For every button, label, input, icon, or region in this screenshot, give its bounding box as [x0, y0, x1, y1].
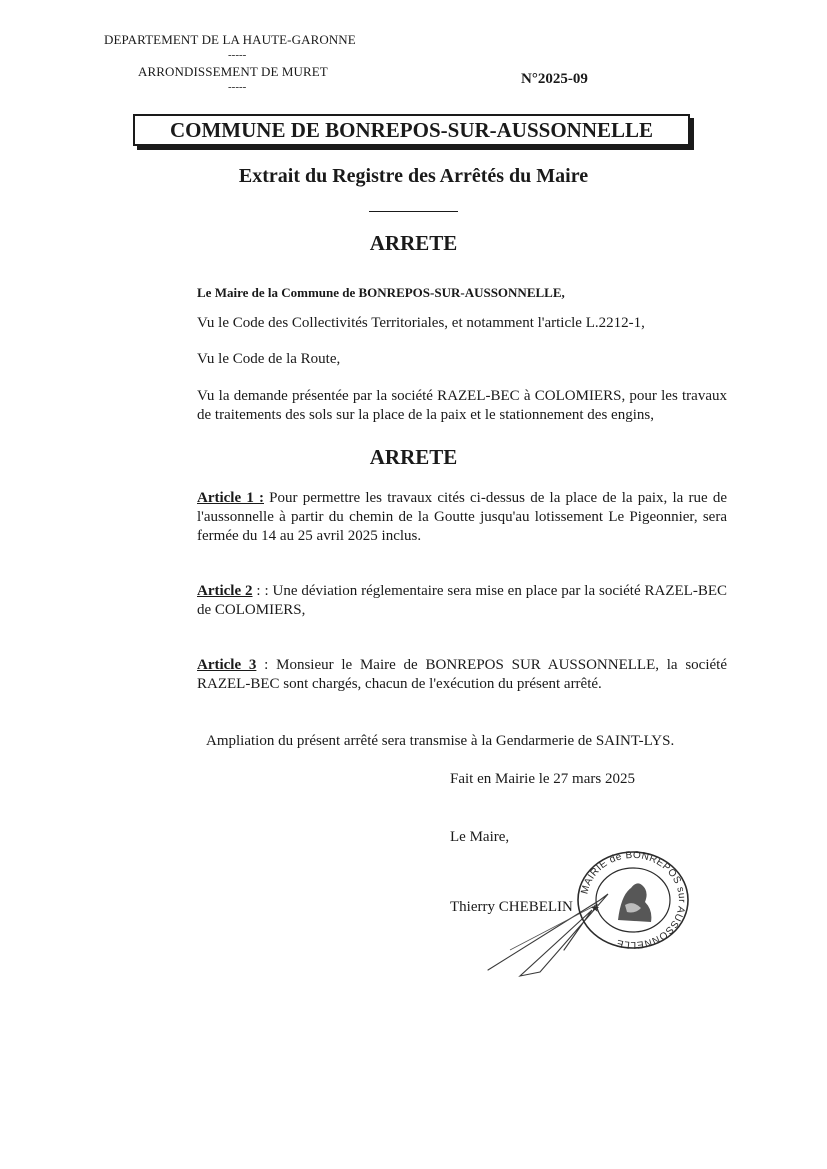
decree-number: N°2025-09	[521, 71, 588, 87]
article-1	[197, 489, 727, 546]
decree-heading: ARRETE	[369, 231, 458, 255]
divider	[369, 211, 458, 212]
article-2-text: : : Une déviation réglementaire sera mise en place par la société RAZEL-BEC de COLOMIERS,	[197, 583, 728, 618]
article-3-text: : Monsieur le Maire de BONREPOS SUR AUSSONNELLE, la société RAZEL-BEC sont chargés, chacun de l'exécution du présent arrêté.	[197, 657, 727, 692]
article-2-label: Article 2	[197, 583, 253, 599]
vu-code-route: Vu le Code de la Route,	[197, 351, 341, 367]
signatory-role: Le Maire,	[450, 829, 510, 845]
decree-heading-2: ARRETE	[369, 445, 458, 469]
ampliation-line: Ampliation du présent arrêté sera transmise à la Gendarmerie de SAINT-LYS.	[206, 733, 675, 749]
department-label: DEPARTEMENT DE LA HAUTE-GARONNE	[104, 32, 356, 47]
register-subtitle	[0, 165, 827, 188]
mayor-line: Le Maire de la Commune de BONREPOS-SUR-AUSSONNELLE,	[197, 285, 565, 300]
arrondissement-label: ARRONDISSEMENT DE MURET	[138, 64, 328, 79]
header-separator: -----	[228, 81, 247, 93]
article-3	[197, 656, 727, 694]
date-line: Fait en Mairie le 27 mars 2025	[450, 771, 635, 787]
vu-code-collectivites: Vu le Code des Collectivités Territoriales, et notamment l'article L.2212-1,	[197, 315, 645, 331]
commune-title-box	[133, 114, 690, 146]
vu-demande: Vu la demande présentée par la société RAZEL-BEC à COLOMIERS, pour les travaux de traitements des sols sur la place de la paix et le stationnement des engins,	[197, 388, 727, 423]
signatory-name: Thierry CHEBELIN	[450, 899, 573, 915]
article-1-label: Article 1 :	[197, 490, 264, 506]
register-subtitle-text: Extrait du Registre des Arrêtés du Maire	[238, 165, 589, 187]
article-2	[197, 582, 727, 620]
article-1-text: Pour permettre les travaux cités ci-dessus de la place de la paix, la rue de l'aussonnelle à partir du chemin de la Goutte jusqu'au lotissement Le Pigeonnier, sera fermée du 14 au 25 avril 2025 inclus.	[197, 490, 727, 544]
article-3-label: Article 3	[197, 657, 257, 673]
svg-text:MAIRIE de BONREPOS sur AUSSONN: MAIRIE de BONREPOS sur AUSSONNELLE	[579, 850, 688, 950]
commune-title: COMMUNE DE BONREPOS-SUR-AUSSONNELLE	[169, 117, 654, 142]
header-separator: -----	[228, 49, 247, 61]
mairie-seal-icon	[573, 850, 693, 950]
